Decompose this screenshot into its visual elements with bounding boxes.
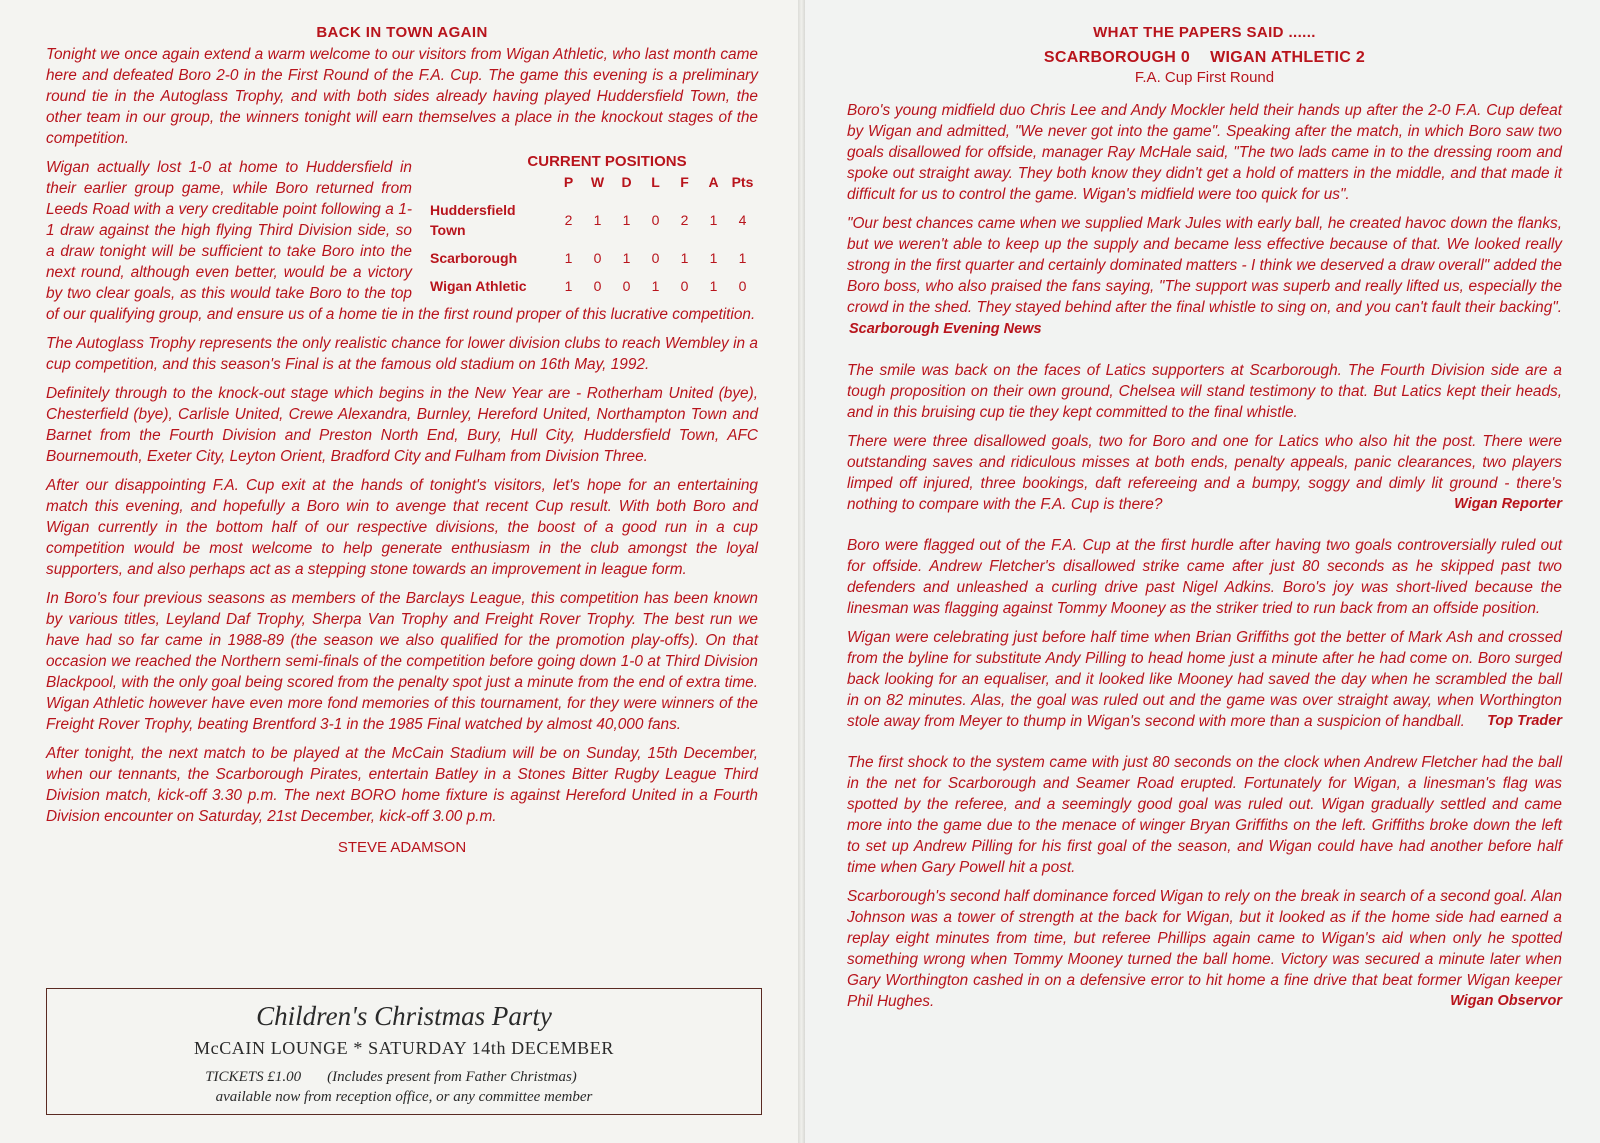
table-cell: 0 [738,278,747,294]
table-cell: 1 [622,250,631,266]
standings-table [430,153,760,300]
match-result [847,49,1562,86]
ticket-includes: (Includes present from Father Christmas) [327,1069,577,1085]
table-cell: 1 [622,212,631,228]
ticket-price: TICKETS £1.00 [205,1069,302,1085]
team-name: Huddersfield Town [430,202,516,238]
party-venue: McCAIN LOUNGE * SATURDAY 14th DECEMBER [194,1038,614,1058]
paragraph: Tonight we once again extend a warm welcome to our visitors from Wigan Athletic, who last month came here and defeated Boro 2-0 in the First Round of the F.A. Cup. The game this evening is a preliminary round tie in the Autoglass Trophy, and with both sides already having played Huddersfield Town, the other team in our group, the winners tonight will earn themselves a place in the knockout stages of the competition. [46,46,758,147]
table-cell: 1 [593,212,602,228]
paragraph: The first shock to the system came with just 80 seconds on the clock when Andrew Fletcher had the ball in the net for Scarborough and Seamer Road erupted. Fortunately for Wigan, a linesman's flag was spotted by the referee, and a seemingly good goal was ruled out. Wigan gradually settled and came more into the game due to the menace of winger Bryan Griffiths on the left. Griffiths broke down the left to set up Andrew Pilling for his first goal of the season, and Wigan could have had another before half time when Gary Powell hit a post. [847,754,1562,876]
table-cell: 1 [564,250,573,266]
table-cell: 2 [680,212,689,228]
team-name: Wigan Athletic [430,278,527,294]
column-header: F [680,174,689,190]
christmas-party-box [46,988,762,1115]
column-header: L [651,174,660,190]
paragraph: The smile was back on the faces of Latics supporters at Scarborough. The Fourth Division side are a tough proposition on their own ground, Chelsea will stand testimony to that. But Latics kept their heads, and in this bruising cup tie they kept committed to the final whistle. [847,362,1562,421]
left-page [0,0,798,1143]
table-cell: 1 [651,278,660,294]
table-cell: 0 [593,250,602,266]
standings-grid [430,174,757,300]
paragraph: In Boro's four previous seasons as members of the Barclays League, this competition has been known by various titles, Leyland Daf Trophy, Sherpa Van Trophy and Freight Rover Trophy. The best run we have had so far came in 1988-89 (the season we also qualified for the promotion play-offs). On that occasion we reached the Northern semi-finals of the competition before going down 1-0 at Third Division Blackpool, with the only goal being scored from the penalty spot just a minute from the end of extra time. Wigan Athletic however have even more fond memories of this tournament, for they were winners of the Freight Rover Trophy, beating Brentford 3-1 in the 1985 Final watched by almost 40,000 fans. [46,590,758,733]
home-score: SCARBOROUGH 0 [1043,49,1191,66]
table-row [430,272,757,300]
table-cell: 0 [651,212,660,228]
standings-title: CURRENT POSITIONS [527,153,687,170]
table-cell: 0 [593,278,602,294]
table-cell: 1 [564,278,573,294]
left-heading: BACK IN TOWN AGAIN [316,24,488,41]
author-signature: STEVE ADAMSON [337,839,467,856]
article [847,360,1562,523]
right-heading: WHAT THE PAPERS SAID ...... [1093,24,1316,41]
article-source: Wigan Reporter [1454,496,1562,512]
paragraph: Wigan were celebrating just before half time when Brian Griffiths got the better of Mark Ash and crossed from the byline for substitute Andy Pilling to head home just a minute after he had come on. Boro surged back looking for an equaliser, and it looked like Mooney had saved the day when he scrambled the ball in on 82 minutes. Alas, the goal was ruled out and the game was over straight away, when Worthington stole away from Meyer to thump in Wigan's second with more than a suspicion of handball. Top Trader [847,629,1562,730]
table-row [430,244,757,272]
article [847,752,1562,1020]
score-line [847,49,1562,67]
table-cell: 4 [738,212,747,228]
team-name: Scarborough [430,250,518,266]
party-title: Children's Christmas Party [256,1001,552,1031]
paragraph: Definitely through to the knock-out stage which begins in the New Year are - Rotherham United (bye), Chesterfield (bye), Carlisle United, Crewe Alexandra, Burnley, Hereford United, Northampton Town and Barnet from the Fourth Division and Preston North End, Bury, Hull City, Huddersfield Town, AFC Bournemouth, Exeter City, Leyton Orient, Bradford City and Fulham from Division Three. [46,385,758,465]
match-round: F.A. Cup First Round [1134,69,1275,86]
table-cell: 1 [709,278,718,294]
table-cell: 1 [680,250,689,266]
article-source: Scarborough Evening News [849,321,1042,337]
table-cell: 1 [709,212,718,228]
standings-header-row [430,174,757,196]
table-cell: 1 [738,250,747,266]
column-header: D [621,174,632,190]
table-cell: 1 [709,250,718,266]
paragraph: Boro's young midfield duo Chris Lee and Andy Mockler held their hands up after the 2-0 F.A. Cup defeat by Wigan and admitted, "We never got into the game". Speaking after the match, in which Boro saw two goals disallowed for offside, manager Ray McHale said, "The two lads came in to the dressing room and spoke out straight away. They both know they didn't get a hold of matters in the middle, and that made it difficult for us to control the game. Wigan's midfield were too quick for us". [847,102,1562,203]
team-column-header [430,174,554,196]
paragraph: Boro were flagged out of the F.A. Cup at the first hurdle after having two goals controversially ruled out for offside. Andrew Fletcher's disallowed strike came after just 80 seconds as he skipped past two defenders and unleashed a curling drive past Nigel Adkins. Boro's joy was short-lived because the linesman was flagging against Tommy Mooney as the striker tried to run back from an offside position. [847,537,1562,617]
column-header: P [563,174,574,190]
away-score: WIGAN ATHLETIC 2 [1210,49,1366,66]
paragraph: There were three disallowed goals, two for Boro and one for Latics who also hit the post. There were outstanding saves and ridiculous misses at both ends, penalty appeals, panic clearances, two players limped off injured, three bookings, daft refereeing and a bumpy, soggy and dimly lit ground - there's nothing to compare with the F.A. Cup is there? Wigan Reporter [847,433,1562,513]
party-ticket-info [47,1067,761,1107]
article [847,535,1562,740]
ticket-availability: available now from reception office, or any committee member [215,1089,593,1105]
paragraph: The Autoglass Trophy represents the only realistic chance for lower division clubs to reach Wembley in a cup competition, and this season's Final is at the famous old stadium on 16th May, 1992. [46,335,758,373]
paragraph: After our disappointing F.A. Cup exit at the hands of tonight's visitors, let's hope for an entertaining match this evening, and hopefully a Boro win to avenge that recent Cup result. With both Boro and Wigan currently in the bottom half of our respective divisions, the boost of a good run in a cup competition would be most welcome to help generate enthusiasm in the club amongst the loyal supporters, and also perhaps act as a stepping stone towards an improvement in league form. [46,477,758,578]
column-header: Pts [731,174,754,190]
column-header: A [708,174,719,190]
column-header: W [590,174,605,190]
paragraph: Wigan actually lost 1-0 at home to Huddersfield in their earlier group game, while Boro returned from Leeds Road with a very creditable point following a 1-1 draw against the high flying Third Division side, so a draw tonight will be sufficient to take Boro into the next round, although even better, would be a victory by two clear goals, as this would take Boro to the top of our qualifying group, and ensure us of a home tie in the first round proper of this lucrative competition. [46,159,756,323]
paragraph: Scarborough's second half dominance forced Wigan to rely on the break in search of a second goal. Alan Johnson was a tower of strength at the back for Wigan, but it looked as if the home side had earned a replay eight minutes from time, but referee Phillips again came to Wigan's aid when only he spotted something wrong when Tommy Mooney turned the ball home. Victory was secured a minute later when Gary Worthington cashed in on a defensive error to hit home a fine drive that beat former Wigan keeper Phil Hughes. Wigan Observor [847,888,1562,1010]
paragraph: After tonight, the next match to be played at the McCain Stadium will be on Sunday, 15th December, when our tennants, the Scarborough Pirates, entertain Batley in a Stones Bitter Rugby League Third Division match, kick-off 3.30 p.m. The next BORO home fixture is against Hereford United in a Fourth Division encounter on Saturday, 21st December, kick-off 3.00 p.m. [46,745,758,825]
table-row [430,196,757,244]
article-source: Top Trader [1487,713,1562,729]
right-page [805,0,1600,1143]
table-cell: 0 [651,250,660,266]
table-cell: 2 [564,212,573,228]
table-cell: 0 [622,278,631,294]
article-source: Wigan Observor [1450,993,1562,1009]
table-cell: 0 [680,278,689,294]
paragraph: "Our best chances came when we supplied Mark Jules with early ball, he created havoc down the flanks, but we weren't able to keep up the supply and became less effective because of that. We looked really strong in the first quarter and certainly dominated matters - I think we deserved a draw overall" added the Boro boss, who also praised the fans saying, "The support was superb and really lifted us, especially the crowd in the shed. They stayed behind after the final whistle to sing on, and you can't fault their backing". Scarborough Evening News [847,215,1562,337]
page-fold [798,0,805,1143]
article [847,100,1562,340]
